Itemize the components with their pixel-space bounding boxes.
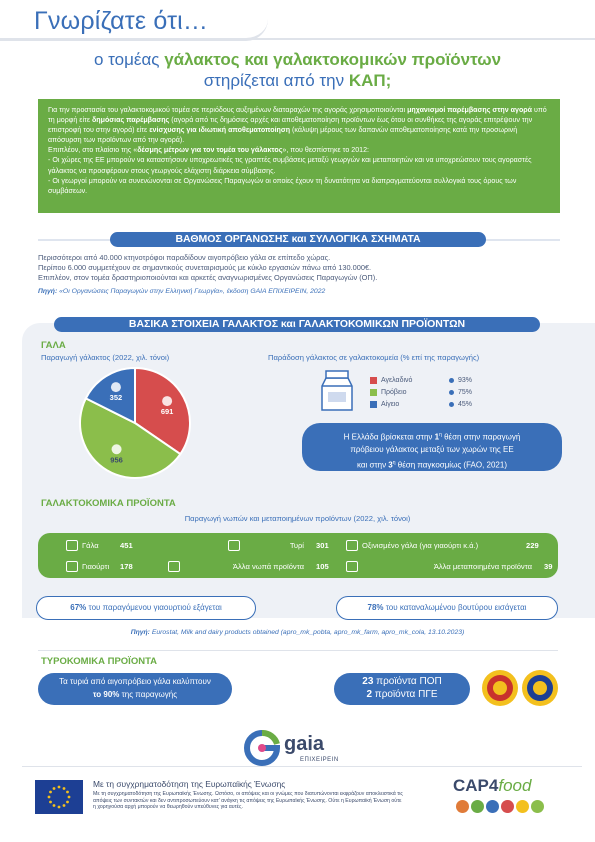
dairy-item-value: 301 bbox=[316, 541, 329, 550]
pdo-seal-icon bbox=[481, 669, 519, 707]
dairy-item-value: 178 bbox=[120, 562, 133, 571]
intro-box bbox=[38, 99, 560, 213]
legend-swatch-cow bbox=[370, 377, 377, 384]
legend-value: 75% bbox=[458, 389, 473, 396]
yogurt-icon bbox=[66, 561, 78, 572]
dairy-item bbox=[66, 561, 133, 572]
delivery-legend bbox=[370, 377, 472, 408]
dairy-item bbox=[228, 540, 329, 551]
organisation-line-3: Επιπλέον, στον τομέα δραστηριοποιούνται και αρκετές αναγνωρισμένες Οργανώσεις Παραγωγών (ΟΠ). bbox=[38, 273, 378, 283]
dairy-source: Πηγή: Eurostat, Milk and dairy products obtained (apro_mk_pobta, apro_mk_farm, apro_mk_cola, 13.10.2023) bbox=[130, 629, 465, 636]
eu-funding-title: Με τη συγχρηματοδότηση της Ευρωπαϊκής Ένωσης bbox=[93, 779, 286, 789]
pie-slice-label: 691 bbox=[160, 407, 174, 417]
legend-item bbox=[370, 401, 472, 408]
food-icon bbox=[516, 800, 529, 813]
dairy-item-label: Άλλα μεταποιημένα προϊόντα bbox=[433, 562, 532, 571]
intro-bullet-2: - Οι γεωργοί μπορούν να συνενώνονται σε Οργανώσεις Παραγωγών οι οποίες έχουν τη δυνατότητα να διαπραγματεύονται συλλογικά τους όρους των συμβάσεων. bbox=[48, 176, 517, 195]
dairy-table-title: Παραγωγή νωπών και μεταποιημένων προϊόντων (2022, χιλ. τόνοι) bbox=[184, 514, 411, 523]
intro-bullet-1: - Οι χώρες της ΕΕ μπορούν να καταστήσουν υποχρεωτικές τις γραπτές συμβάσεις μεταξύ γεωργών και μεταποιητών και να υποχρεώσουν τους αγοραστές γάλακτος να προσφέρουν στους γεωργούς ελάχιστη διάρκεια σύμβασης. bbox=[48, 156, 532, 175]
legend-value: 93% bbox=[458, 377, 473, 384]
greece-ranking-callout: Η Ελλάδα βρίσκεται στην $1^\eta$ θέση στην παραγωγή πρόβειου γάλακτος μεταξύ των χωρών της ΕΕ και στην $3^\eta$ θέση παγκοσμίως (FAO, 2021) bbox=[302, 423, 562, 471]
dairy-item-value: 105 bbox=[316, 562, 329, 571]
milk-header: ΓΑΛΑ bbox=[41, 340, 66, 351]
cheese-header: ΤΥΡΟΚΟΜΙΚΑ ΠΡΟΪΟΝΤΑ bbox=[41, 656, 158, 667]
arrow-icon bbox=[449, 378, 454, 383]
intro-paragraph-2: Επιπλέον, στο πλαίσιο της «δέσμης μέτρων για τον τομέα του γάλακτος», που θεσπίστηκε το 2012: bbox=[48, 146, 370, 155]
organisation-banner: ΒΑΘΜΟΣ ΟΡΓΑΝΩΣΗΣ και ΣΥΛΛΟΓΙΚΑ ΣΧΗΜΑΤΑ bbox=[110, 232, 486, 247]
dairy-item bbox=[168, 561, 329, 572]
cheese-icon bbox=[228, 540, 240, 551]
arrow-icon bbox=[449, 390, 454, 395]
dairy-item bbox=[66, 540, 133, 551]
page-subtitle: ο τομέας γάλακτος και γαλακτοκομικών προϊόντων στηρίζεται από την ΚΑΠ; bbox=[93, 50, 502, 90]
legend-label: Αίγειο bbox=[381, 401, 400, 408]
page-title: Γνωρίζατε ότι… bbox=[34, 7, 209, 35]
pie-slice-label: 956 bbox=[110, 455, 123, 465]
pie-slice-label: 352 bbox=[109, 393, 123, 403]
food-icon bbox=[501, 800, 514, 813]
food-icon bbox=[456, 800, 469, 813]
gaia-name: gaia bbox=[284, 733, 325, 755]
eu-flag-icon bbox=[35, 780, 83, 814]
cap4food-logo: CAP4food bbox=[453, 776, 532, 795]
arrow-icon bbox=[449, 402, 454, 407]
dairy-item-label: Γιαούρτι bbox=[82, 562, 110, 571]
food-icon bbox=[471, 800, 484, 813]
basics-banner: ΒΑΣΙΚΑ ΣΤΟΙΧΕΙΑ ΓΑΛΑΚΤΟΣ και ΓΑΛΑΚΤΟΚΟΜΙΚΩΝ ΠΡΟΪΟΝΤΩΝ bbox=[54, 317, 540, 332]
yogurt-export-stat: 67% του παραγόμενου γιαουρτιού εξάγεται bbox=[36, 596, 256, 620]
fresh-products-icon bbox=[168, 561, 180, 572]
gaia-subtitle: ΕΠΙΧΕΙΡΕΙΝ bbox=[300, 757, 339, 763]
legend-item bbox=[370, 389, 472, 396]
legend-swatch-sheep bbox=[370, 389, 377, 396]
cow-icon bbox=[162, 396, 172, 406]
dairy-item-value: 229 bbox=[526, 541, 539, 550]
pgi-seal-icon bbox=[521, 669, 559, 707]
dairy-item bbox=[346, 540, 539, 551]
dairy-item-value: 451 bbox=[120, 541, 133, 550]
production-label: Παραγωγή γάλακτος (2022, χιλ. τόνοι) bbox=[41, 353, 170, 362]
cheese-divider bbox=[38, 650, 558, 651]
legend-swatch-goat bbox=[370, 401, 377, 408]
sheep-icon bbox=[112, 444, 122, 454]
dairy-item-value: 39 bbox=[544, 562, 553, 571]
organisation-line-1: Περισσότεροι από 40.000 κτηνοτρόφοι παραδίδουν αιγοπρόβειο γάλα σε επίπεδο χώρας. bbox=[38, 253, 331, 262]
dairy-item-label: Άλλα νωπά προϊόντα bbox=[232, 562, 304, 571]
footer-divider bbox=[22, 766, 582, 767]
delivery-label: Παράδοση γάλακτος σε γαλακτοκομεία (% επί της παραγωγής) bbox=[268, 353, 480, 362]
legend-value: 45% bbox=[458, 401, 473, 408]
fermented-milk-icon bbox=[346, 540, 358, 551]
dairy-item-label: Οξινισμένο γάλα (για γιαούρτι κ.ά.) bbox=[362, 541, 479, 550]
milk-bottle-icon bbox=[66, 540, 78, 551]
eu-stars-icon bbox=[35, 780, 83, 814]
pdo-pgi-callout: 23 προϊόντα ΠΟΠ 2 προϊόντα ΠΓΕ bbox=[334, 673, 470, 705]
legend-label: Πρόβειο bbox=[381, 389, 407, 396]
dairy-products-bar bbox=[38, 533, 558, 578]
organisation-source: Πηγή: «Οι Οργανώσεις Παραγωγών στην Ελληνική Γεωργία», έκδοση GAIA ΕΠΙΧΕΙΡΕΙΝ, 2022 bbox=[38, 287, 326, 295]
organisation-line-2: Περίπου 6.000 συμμετέχουν σε σημαντικούς συνεταιρισμούς με κύκλο εργασιών πάνω από 130.000€. bbox=[38, 263, 372, 273]
eu-disclaimer: Με τη συγχρηματοδότηση της Ευρωπαϊκής Ένωσης. Ωστόσο, οι απόψεις και οι γνώμες που διατυπώνονται εκφράζουν αποκλειστικά τις απόψεις των συντακτών και δεν αντιπροσωπεύουν κατ' ανάγκη τις απόψεις της Ευρωπαϊκής Ένωσης. Ούτε η Ευρωπαϊκή Ένωση ούτε η χορηγούσα αρχή μπορούν να θεωρηθούν υπεύθυνες για αυτές. bbox=[93, 791, 403, 811]
dairy-header: ΓΑΛΑΚΤΟΚΟΜΙΚΑ ΠΡΟΪΟΝΤΑ bbox=[41, 498, 176, 509]
milk-production-pie bbox=[76, 364, 194, 482]
legend-item bbox=[370, 377, 472, 384]
processed-products-icon bbox=[346, 561, 358, 572]
goat-icon bbox=[111, 382, 121, 392]
intro-paragraph-1: Για την προστασία του γαλακτοκομικού τομέα σε περιόδους αυξημένων διαταραχών της αγοράς χρησιμοποιούνται μηχανισμοί παρέμβασης στην αγορά υπό τη μορφή είτε δημόσιας παρέμβασης (αγορά από τις δημόσιες αρχές και αποθεματοποίηση προϊόντων έως ότου οι συνθήκες της αγοράς επιτρέψουν την επιστροφή του στην αγορά) είτε ενίσχυσης για ιδιωτική αποθεματοποίηση (κάλυψη μέρους των δαπανών αποθεματοποίησης κατά την προσωρινή απόσυρση των προϊόντων από την αγορά). bbox=[48, 106, 547, 145]
gaia-logo-icon bbox=[244, 730, 280, 766]
food-icon bbox=[486, 800, 499, 813]
butter-import-stat: 78% του καταναλωμένου βουτύρου εισάγεται bbox=[336, 596, 558, 620]
cap4food-icons bbox=[456, 800, 544, 813]
food-icon bbox=[531, 800, 544, 813]
dairy-item bbox=[346, 561, 552, 572]
cheese-coverage-callout: Τα τυριά από αιγοπρόβειο γάλα καλύπτουν το 90% της παραγωγής bbox=[38, 673, 232, 705]
dairy-item-label: Γάλα bbox=[82, 541, 99, 550]
organisation-text bbox=[38, 253, 558, 297]
milk-carton-icon bbox=[318, 368, 356, 412]
dairy-item-label: Τυρί bbox=[289, 541, 304, 550]
legend-label: Αγελαδινό bbox=[381, 377, 413, 384]
